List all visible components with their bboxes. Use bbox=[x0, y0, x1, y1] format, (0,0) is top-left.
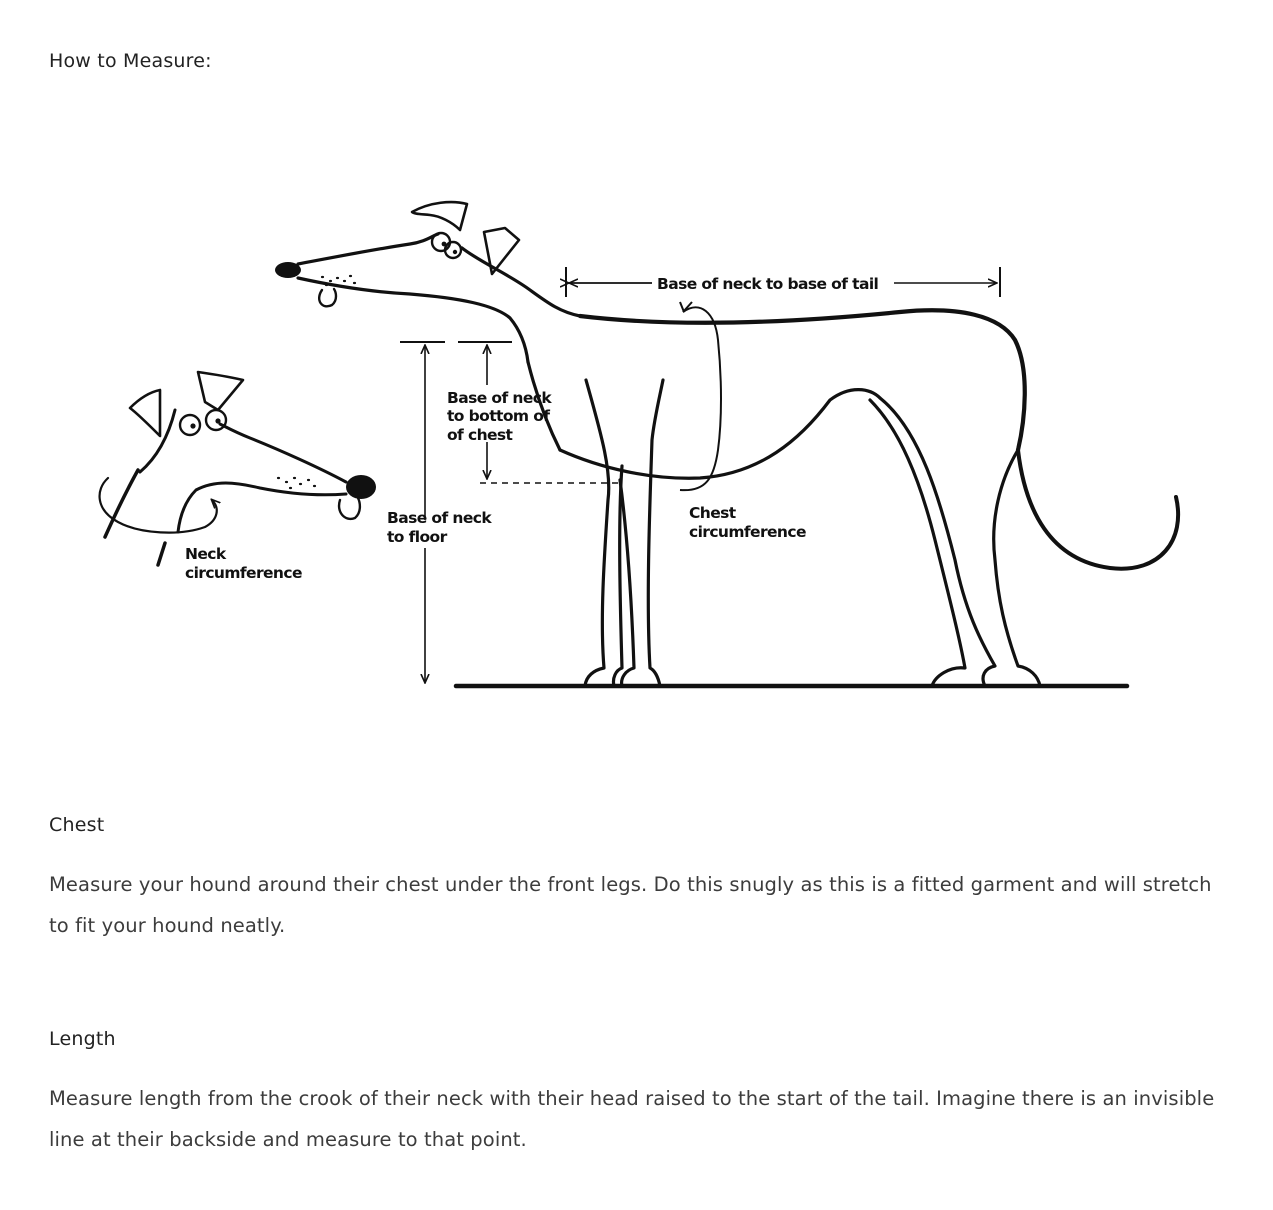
measurement-diagram bbox=[0, 180, 1273, 710]
label-base-neck-tail: Base of neck to base of tail bbox=[657, 275, 879, 293]
label-neck-circ-2: circumference bbox=[185, 564, 302, 582]
chest-instructions: Measure your hound around their chest under the front legs. Do this snugly as this is a fitted garment and will stretch to fit your hound neatly. bbox=[49, 873, 1212, 937]
label-neck-bottom-chest-2: to bottom of bbox=[447, 407, 550, 425]
label-neck-bottom-chest-1: Base of neck bbox=[447, 389, 552, 407]
label-neck-floor-2: to floor bbox=[387, 528, 447, 546]
label-chest-circ-2: circumference bbox=[689, 523, 806, 541]
page-title: How to Measure: bbox=[49, 50, 212, 72]
label-chest-circ-1: Chest bbox=[689, 504, 736, 522]
length-instructions: Measure length from the crook of their neck with their head raised to the start of the tail. Imagine there is an invisible line at their backside and measure to that point. bbox=[49, 1087, 1215, 1151]
length-heading: Length bbox=[49, 1028, 116, 1050]
diagram-labels bbox=[185, 270, 892, 582]
measurement-arrows bbox=[400, 267, 1000, 682]
chest-heading: Chest bbox=[49, 814, 105, 836]
label-neck-bottom-chest-3: of chest bbox=[447, 426, 513, 444]
greyhound-head-illustration bbox=[100, 372, 376, 565]
label-neck-circ-1: Neck bbox=[185, 545, 226, 563]
label-neck-floor-1: Base of neck bbox=[387, 509, 492, 527]
